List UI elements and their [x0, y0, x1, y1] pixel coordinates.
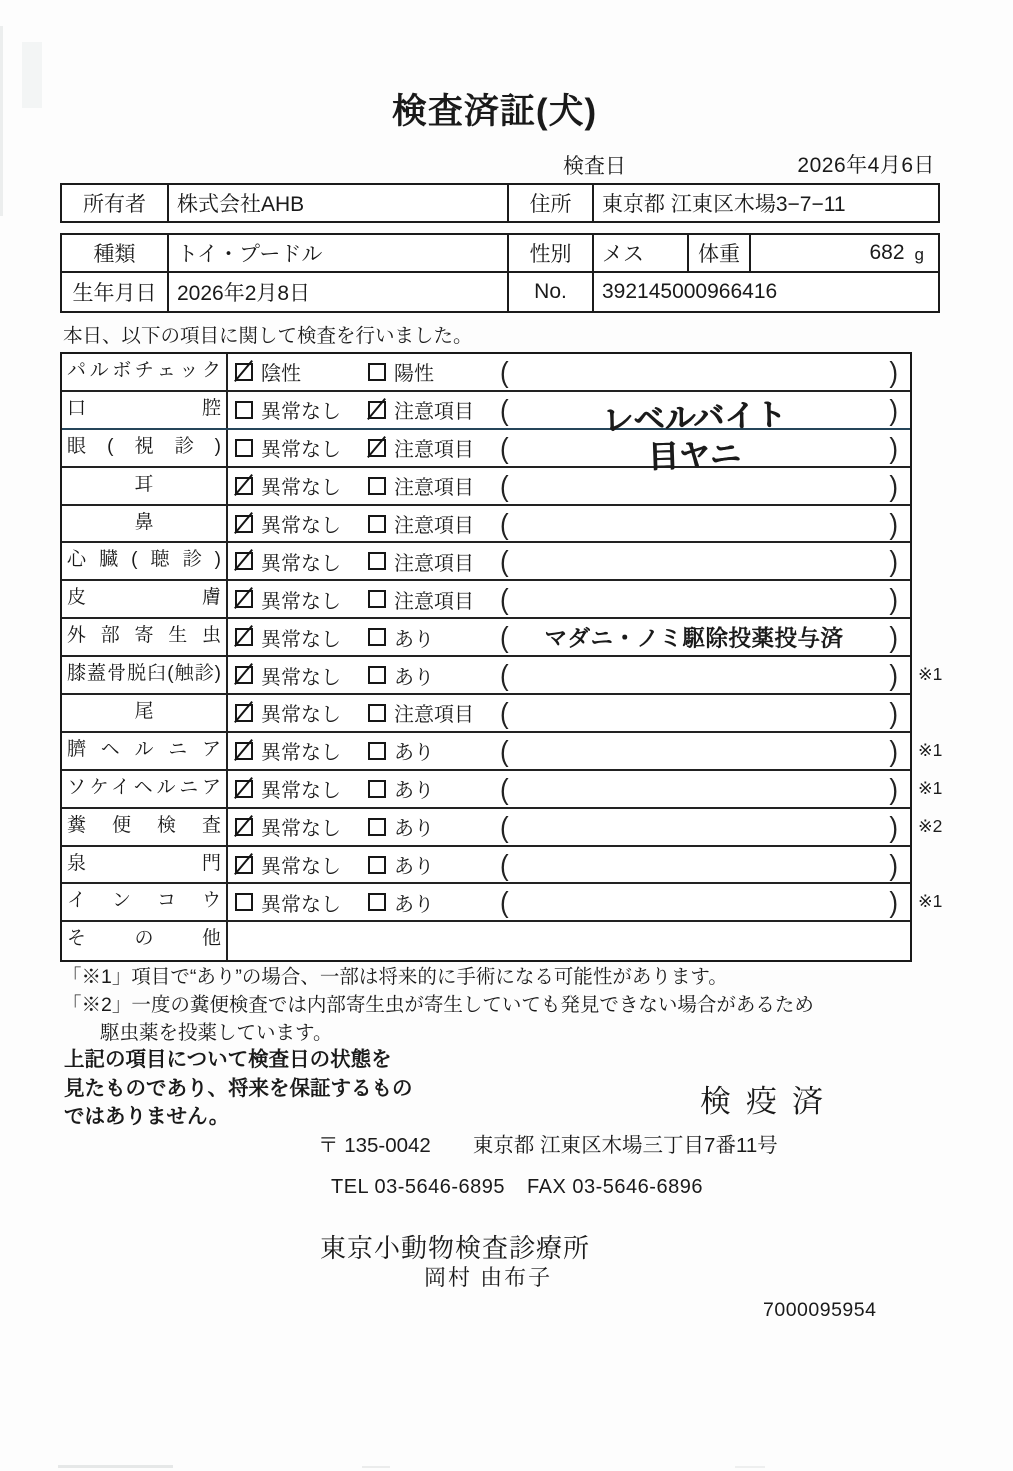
paren-open: ( [500, 355, 509, 389]
paren-close: ) [889, 430, 898, 465]
checkbox-icon [235, 477, 253, 495]
option-1-label: 異常なし [261, 704, 341, 727]
note-value: 目ヤニ [647, 436, 742, 475]
checkbox-icon [368, 628, 386, 646]
paren-open: ( [500, 544, 509, 579]
clinic-tel-line [331, 1176, 703, 1199]
scan-bottom-artifact [362, 1466, 390, 1468]
option-2-label: あり [394, 818, 434, 841]
paren-close: ) [889, 885, 898, 920]
paren-close: ) [889, 506, 898, 541]
checkbox-icon [368, 780, 386, 798]
owner-address-value: 東京都 江東区木場3−7−11 [592, 185, 938, 221]
option-2 [368, 809, 434, 845]
footnote-1: 「※1」項目で“あり”の場合、一部は将来的に手術になる可能性があります。 [62, 966, 728, 988]
option-2 [368, 392, 474, 428]
clinic-address-line [318, 1128, 778, 1158]
option-2 [368, 884, 434, 920]
paren-close: ) [889, 355, 898, 389]
disclaimer-line2: 見たものであり、将来を保証するもの [64, 1076, 413, 1100]
breed-label: 種類 [62, 235, 167, 273]
row-content [228, 506, 910, 542]
option-1 [235, 430, 341, 466]
option-2 [368, 354, 434, 390]
paren-close: ) [889, 771, 898, 806]
checkbox-icon [235, 590, 253, 608]
checkbox-icon [368, 666, 386, 684]
note-value [518, 657, 870, 693]
note-value [518, 543, 870, 579]
note-value [518, 695, 870, 731]
checkbox-icon [235, 818, 253, 836]
option-2-label: 陽性 [394, 363, 434, 386]
option-2 [368, 506, 474, 542]
option-2-label: 注意項目 [394, 439, 474, 462]
option-1-label: 異常なし [261, 590, 341, 613]
option-1 [235, 354, 301, 390]
row-content [228, 657, 910, 693]
checkbox-icon [368, 742, 386, 760]
option-2-label: あり [394, 628, 434, 651]
paren-close: ) [889, 468, 898, 503]
clinic-fax: FAX 03-5646-6896 [527, 1176, 703, 1198]
footnote-2-line2: 駆虫薬を投薬しています。 [100, 1022, 333, 1044]
option-1 [235, 468, 341, 504]
row-content [228, 619, 910, 655]
option-1-label: 異常なし [261, 780, 341, 803]
checkbox-icon [235, 856, 253, 874]
paren-open: ( [500, 506, 509, 541]
examiner-name: 岡村 由布子 [424, 1265, 553, 1290]
paren-open: ( [500, 696, 509, 730]
checkbox-icon [235, 666, 253, 684]
paren-close: ) [889, 734, 898, 768]
checkbox-icon [368, 477, 386, 495]
table-row [62, 922, 910, 960]
option-1-label: 異常なし [261, 742, 341, 765]
paren-close: ) [889, 544, 898, 579]
microchip-no-value: 392145000966416 [592, 273, 938, 311]
note-value [518, 354, 870, 390]
clinic-postal-code: 〒 135-0042 [318, 1134, 431, 1157]
option-1-label: 異常なし [261, 818, 341, 841]
checkbox-icon [235, 363, 253, 381]
footnote-2-line1: 「※2」一度の糞便検査では内部寄生虫が寄生していても発見できない場合があるため [62, 994, 814, 1016]
paren-open: ( [500, 734, 509, 768]
footnote-ref: ※2 [918, 815, 943, 836]
table-row [62, 506, 910, 544]
option-1-label: 異常なし [261, 477, 341, 500]
note-value [518, 884, 870, 920]
owner-value: 株式会社AHB [167, 185, 507, 221]
option-2 [368, 847, 434, 883]
paren-close: ) [889, 696, 898, 730]
footnote-ref: ※1 [918, 664, 943, 685]
option-1 [235, 506, 341, 542]
option-2 [368, 430, 474, 466]
intro-sentence: 本日、以下の項目に関して検査を行いました。 [63, 325, 473, 347]
clinic-tel: TEL 03-5646-6895 [331, 1176, 506, 1198]
note-value [518, 581, 870, 617]
option-1-label: 異常なし [261, 628, 341, 651]
table-row [62, 354, 910, 392]
exam-date-value: 2026年4月6日 [797, 154, 935, 177]
checkbox-icon [368, 552, 386, 570]
table-row [62, 543, 910, 581]
option-1 [235, 771, 341, 807]
weight-label: 体重 [687, 235, 749, 273]
paren-close: ) [889, 847, 898, 882]
option-1-label: 異常なし [261, 552, 341, 575]
table-row [62, 581, 910, 619]
option-1 [235, 619, 341, 655]
paren-close: ) [889, 582, 898, 617]
checkbox-icon [368, 401, 386, 419]
note-value: マダニ・ノミ駆除投薬投与済 [544, 626, 844, 652]
owner-address-label: 住所 [507, 185, 592, 221]
note-value [518, 506, 870, 542]
row-content [228, 581, 910, 617]
checkbox-icon [235, 893, 253, 911]
item-label: インコウ [62, 884, 228, 920]
option-2-label: 注意項目 [394, 477, 474, 500]
checkbox-icon [235, 439, 253, 457]
item-label: 眼(視診) [62, 430, 228, 466]
table-row [62, 392, 910, 439]
item-label: 糞便検査 [62, 809, 228, 845]
checkbox-icon [368, 515, 386, 533]
sex-label: 性別 [507, 235, 592, 273]
paren-close: ) [889, 393, 898, 427]
item-label: 臍ヘルニア [62, 733, 228, 769]
option-1-label: 異常なし [261, 515, 341, 537]
option-2 [368, 581, 474, 617]
row-content [228, 809, 910, 845]
row-content [228, 543, 910, 579]
note-value [518, 847, 870, 883]
row-content [228, 354, 910, 390]
item-label: 泉門 [62, 847, 228, 883]
item-label: 膝蓋骨脱臼(触診) [62, 657, 228, 693]
option-1 [235, 543, 341, 579]
option-1-label: 異常なし [261, 893, 341, 916]
row-content [228, 392, 910, 439]
paren-open: ( [500, 582, 509, 617]
option-1-label: 陰性 [261, 363, 301, 386]
item-label: 心臓(聴診) [62, 543, 228, 579]
checkbox-icon [368, 363, 386, 381]
owner-label: 所有者 [83, 193, 146, 216]
checkbox-icon [235, 401, 253, 419]
item-label: 耳 [62, 468, 228, 504]
checkbox-icon [368, 893, 386, 911]
sex-value: メス [592, 235, 687, 273]
option-2 [368, 543, 474, 579]
item-label: 口腔 [62, 392, 228, 428]
checkbox-icon [235, 780, 253, 798]
option-2 [368, 695, 474, 731]
clinic-name: 東京小動物検査診療所 [320, 1233, 591, 1263]
checkbox-icon [235, 628, 253, 646]
item-label: 尾 [62, 695, 228, 731]
table-row [62, 847, 910, 885]
checkbox-icon [368, 856, 386, 874]
item-label: ソケイヘルニア [62, 771, 228, 807]
option-1 [235, 581, 341, 617]
clinic-address: 東京都 江東区木場三丁目7番11号 [472, 1134, 778, 1157]
checkbox-icon [235, 515, 253, 533]
table-row [62, 468, 910, 506]
option-1-label: 異常なし [261, 856, 341, 879]
pet-info-table [60, 233, 940, 313]
table-row [62, 695, 910, 733]
option-2-label: 注意項目 [394, 590, 474, 613]
scan-bottom-artifact [58, 1465, 173, 1468]
checkbox-icon [235, 704, 253, 722]
table-row [62, 884, 943, 922]
note-value [518, 809, 870, 845]
option-2 [368, 657, 434, 693]
note-value: レベルバイト [601, 397, 787, 439]
footnotes [62, 963, 814, 1047]
option-1 [235, 809, 341, 845]
option-2-label: 注意項目 [394, 552, 474, 575]
table-row [62, 771, 943, 809]
item-label: 皮膚 [62, 581, 228, 617]
option-2 [368, 771, 434, 807]
inspection-table [60, 352, 943, 962]
note-value [518, 733, 870, 769]
checkbox-icon [368, 818, 386, 836]
table-row [62, 733, 943, 771]
footnote-ref: ※1 [918, 891, 943, 912]
item-label: パルボチェック [62, 354, 228, 390]
paren-open: ( [500, 658, 509, 692]
exam-date-label: 検査日 [563, 155, 626, 178]
paren-close: ) [889, 658, 898, 692]
option-2-label: あり [394, 742, 434, 765]
paren-open: ( [500, 620, 509, 654]
document-title: 検査済証(犬) [391, 92, 598, 131]
row-content [228, 922, 910, 960]
option-2-label: 注意項目 [394, 515, 474, 537]
row-content [228, 695, 910, 731]
weight-number: 682 [869, 241, 905, 264]
paren-open: ( [500, 847, 509, 882]
disclaimer-line1: 上記の項目について検査日の状態を [64, 1048, 392, 1071]
paren-open: ( [500, 430, 509, 465]
serial-number: 7000095954 [763, 1299, 877, 1321]
option-1 [235, 695, 341, 731]
option-1 [235, 733, 341, 769]
checkbox-icon [368, 590, 386, 608]
disclaimer-line3: ではありません。 [64, 1105, 230, 1128]
footnote-ref: ※1 [918, 739, 943, 760]
table-row [62, 430, 910, 475]
birthdate-value: 2026年2月8日 [167, 273, 507, 311]
paren-open: ( [500, 809, 509, 844]
option-1 [235, 392, 341, 428]
birthdate-label: 生年月日 [72, 282, 157, 305]
option-2 [368, 619, 434, 655]
footnote-ref: ※1 [918, 777, 943, 798]
row-content [228, 733, 910, 769]
checkbox-icon [368, 439, 386, 457]
microchip-no-label: No. [507, 273, 592, 311]
option-1-label: 異常なし [261, 439, 341, 462]
weight-unit: g [914, 245, 924, 264]
disclaimer [64, 1046, 413, 1132]
weight-value [749, 235, 938, 273]
note-value [518, 771, 870, 807]
option-2-label: あり [394, 780, 434, 803]
item-label: 外部寄生虫 [62, 619, 228, 655]
option-2 [368, 733, 434, 769]
checkbox-icon [235, 552, 253, 570]
breed-value: トイ・プードル [167, 235, 507, 273]
paren-open: ( [500, 771, 509, 806]
option-2 [368, 468, 474, 504]
option-2-label: 注意項目 [394, 401, 474, 424]
paren-close: ) [889, 809, 898, 844]
checkbox-icon [368, 704, 386, 722]
option-2-label: あり [394, 856, 434, 879]
checkbox-icon [235, 742, 253, 760]
option-2-label: 注意項目 [394, 704, 474, 727]
item-label: その他 [62, 922, 228, 960]
paren-open: ( [500, 393, 509, 427]
table-row [62, 809, 943, 847]
paren-open: ( [500, 468, 509, 503]
paren-close: ) [889, 620, 898, 654]
scan-bottom-artifact [735, 1466, 765, 1468]
row-content [228, 884, 910, 920]
table-row [62, 657, 943, 695]
option-2-label: あり [394, 666, 434, 689]
item-label: 鼻 [62, 506, 228, 542]
quarantine-stamp: 検疫済 [700, 1084, 838, 1119]
owner-info-table [60, 183, 940, 223]
option-1-label: 異常なし [261, 401, 341, 424]
table-row [62, 619, 910, 657]
option-1 [235, 884, 341, 920]
option-2-label: あり [394, 893, 434, 916]
paren-open: ( [500, 885, 509, 920]
option-1-label: 異常なし [261, 666, 341, 689]
option-1 [235, 657, 341, 693]
option-1 [235, 847, 341, 883]
row-content [228, 847, 910, 883]
row-content [228, 771, 910, 807]
